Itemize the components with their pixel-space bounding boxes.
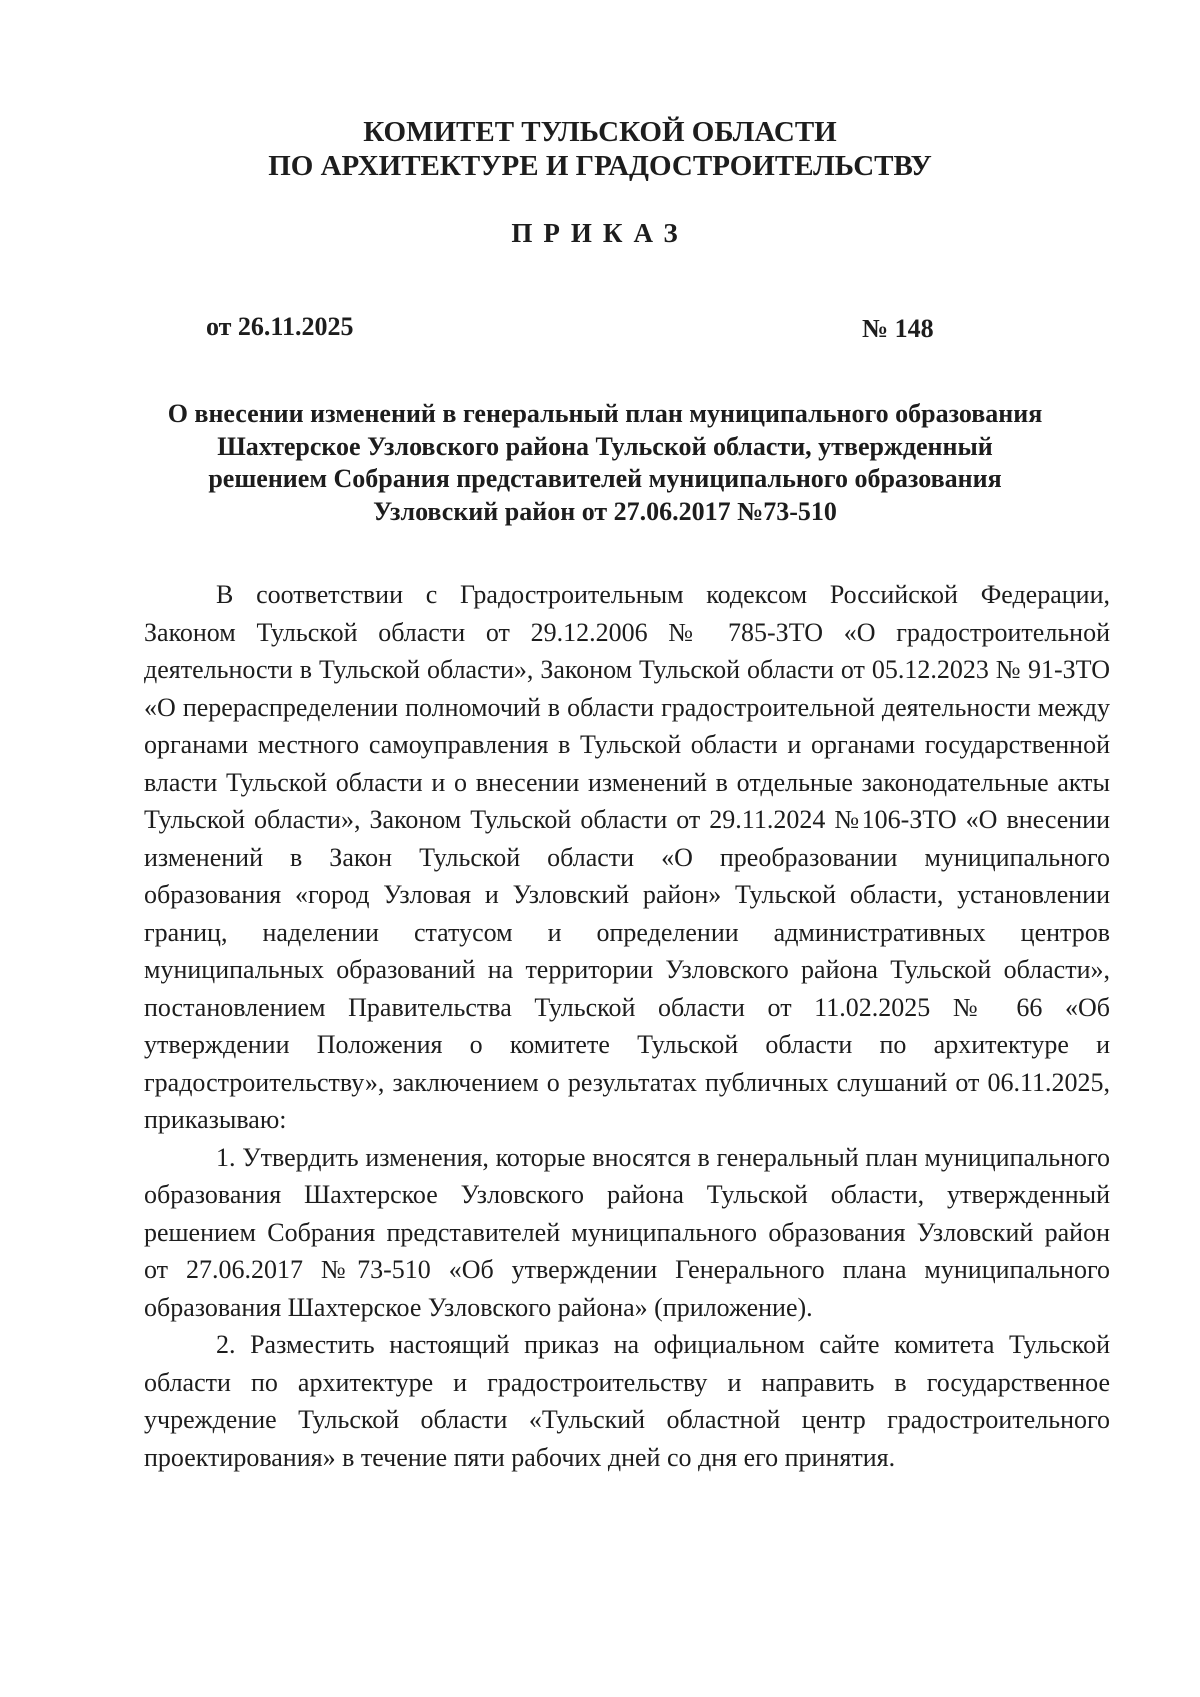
subject-line-4: Узловский район от 27.06.2017 №73-510 [373,496,837,526]
order-item-2: 2. Разместить настоящий приказ на официальном сайте комитета Тульской области по архитектуре и градостроительству и направить в государственное учреждение Тульской области «Тульский областной центр градостроительного проектирования» в течение пяти рабочих дней со дня его принятия. [144,1330,1110,1472]
order-date: от 26.11.2025 [206,312,354,341]
issuer-header [0,115,1200,183]
order-subject [130,398,1080,528]
order-body [144,576,1110,1476]
subject-line-3: решением Собрания представителей муниципального образования [208,464,1002,493]
subject-line-1: О внесении изменений в генеральный план муниципального образования [167,399,1043,428]
issuer-line-2: ПО АРХИТЕКТУРЕ И ГРАДОСТРОИТЕЛЬСТВУ [268,150,932,182]
preamble-paragraph: В соответствии с Градостроительным кодексом Российской Федерации, Законом Тульской области от 29.12.2006 № 785-ЗТО «О градостроительной деятельности в Тульской области», Законом Тульской области от 05.12.2023 № 91-ЗТО «О перераспределении полномочий в области градостроительной деятельности между органами местного самоуправления в Тульской области и органами государственной власти Тульской области и о внесении изменений в отдельные законодательные акты Тульской области», Законом Тульской области от 29.11.2024 №106-ЗТО «О внесении изменений в Закон Тульской области «О преобразовании муниципального образования «город Узловая и Узловский район» Тульской области, установлении границ, наделении статусом и определении административных центров муниципальных образований на территории Узловского района Тульской области», постановлением Правительства Тульской области от 11.02.2025 № 66 «Об утверждении Положения о комитете Тульской области по архитектуре и градостроительству», заключением о результатах публичных слушаний от 06.11.2025, приказываю: [144,580,1110,1134]
order-item-1: 1. Утвердить изменения, которые вносятся в генеральный план муниципального образования Шахтерское Узловского района Тульской области, утвержденный решением Собрания представителей муниципального образования Узловский район от 27.06.2017 №73-510 «Об утверждении Генерального плана муниципального образования Шахтерское Узловского района» (приложение). [144,1142,1110,1322]
subject-line-2: Шахтерское Узловского района Тульской области, утвержденный [217,431,993,461]
order-number: № 148 [862,314,934,343]
issuer-line-1: КОМИТЕТ ТУЛЬСКОЙ ОБЛАСТИ [363,116,837,148]
document-title: ПРИКАЗ [511,218,689,248]
